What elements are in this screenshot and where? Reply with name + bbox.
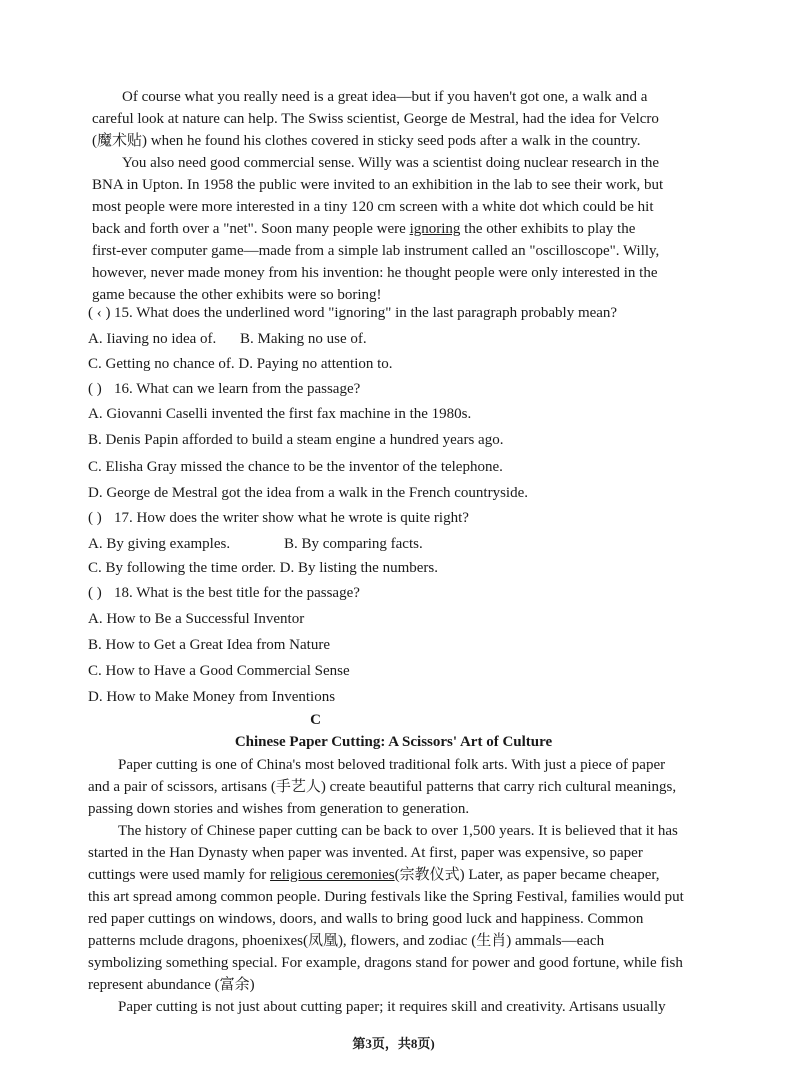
text-line [92, 218, 698, 240]
question-18-stem [88, 582, 360, 604]
section-label: C [310, 712, 321, 728]
text-line: and a pair of scissors, artisans (手艺人) create beautiful patterns that carry rich cultural meanings, [88, 779, 677, 795]
passage-title: Chinese Paper Cutting: A Scissors' Art of Culture [234, 734, 553, 750]
question-text: 17. How does the writer show what he wrote is quite right? [114, 510, 469, 526]
question-text: 15. What does the underlined word "ignoring" in the last paragraph probably mean? [114, 305, 618, 321]
answer-blank[interactable]: ( ) [88, 510, 102, 526]
text-line: most people were more interested in a tiny 120 cm screen with a white dot which could be hit [92, 199, 654, 215]
answer-blank[interactable]: ( ) [88, 585, 102, 601]
passage-b-paragraph-2 [92, 152, 698, 306]
question-15-option-b: B. Making no use of. [240, 331, 367, 347]
option-d: D. Paying no attention to. [238, 356, 393, 372]
option-c: C. Getting no chance of. [88, 356, 235, 372]
text-line: You also need good commercial sense. Willy was a scientist doing nuclear research in the [122, 155, 660, 171]
option-c: C. By following the time order. [88, 560, 276, 576]
question-17-option-b: B. By comparing facts. [284, 536, 423, 552]
text-line: started in the Han Dynasty when paper was invented. At first, paper was expensive, so paper [88, 845, 643, 861]
option-d: D. By listing the numbers. [279, 560, 438, 576]
question-17-stem [88, 507, 469, 529]
text-line: red paper cuttings on windows, doors, and walls to bring good luck and happiness. Common [88, 911, 644, 927]
question-16-option-b: B. Denis Papin afforded to build a steam engine a hundred years ago. [88, 432, 504, 448]
question-18-option-c: C. How to Have a Good Commercial Sense [88, 663, 350, 679]
text-segment: the other exhibits to play the [464, 221, 636, 237]
question-18-option-d: D. How to Make Money from Inventions [88, 689, 336, 705]
question-text: 18. What is the best title for the passage? [114, 585, 360, 601]
text-line: represent abundance (富余) [88, 977, 255, 993]
question-16-option-c: C. Elisha Gray missed the chance to be the inventor of the telephone. [88, 459, 503, 475]
underlined-phrase-religious-ceremonies: religious ceremonies [270, 867, 395, 883]
question-text: 16. What can we learn from the passage? [114, 381, 361, 397]
text-line: game because the other exhibits were so boring! [92, 287, 382, 303]
text-line: passing down stories and wishes from generation to generation. [88, 801, 470, 817]
question-16-option-a: A. Giovanni Caselli invented the first fax machine in the 1980s. [88, 406, 472, 422]
text-line: careful look at nature can help. The Swiss scientist, George de Mestral, had the idea for Velcro [92, 111, 659, 127]
text-line: this art spread among common people. During festivals like the Spring Festival, families would put [88, 889, 684, 905]
question-18-option-a: A. How to Be a Successful Inventor [88, 611, 305, 627]
passage-c-paragraph-1 [88, 754, 701, 820]
page-footer: 第3页，共8页) [352, 1036, 435, 1051]
text-line: however, never made money from his invention: he thought people were only interested in the [92, 265, 658, 281]
passage-c-paragraph-3 [88, 996, 701, 1018]
question-17-option-c [88, 557, 438, 579]
question-16-option-d: D. George de Mestral got the idea from a walk in the French countryside. [88, 485, 529, 501]
text-line [88, 864, 701, 886]
question-15-option-a: A. Iiaving no idea of. [88, 331, 217, 347]
text-line: symbolizing something special. For example, dragons stand for power and good fortune, while fish [88, 955, 683, 971]
answer-blank[interactable]: ( ‹ ) [88, 305, 111, 321]
passage-c-paragraph-2 [88, 820, 701, 996]
text-line: Of course what you really need is a great idea—but if you haven't got one, a walk and a [122, 89, 648, 105]
question-15-option-c [88, 353, 393, 375]
text-segment: cuttings were used mamly for [88, 867, 267, 883]
answer-blank[interactable]: ( ) [88, 381, 102, 397]
question-17-option-a: A. By giving examples. [88, 536, 231, 552]
question-15-stem [88, 302, 617, 324]
question-16-stem [88, 378, 360, 400]
text-segment: (宗教仪式) Later, as paper became cheaper, [394, 867, 660, 883]
text-line: first-ever computer game—made from a simple lab instrument called an "oscilloscope". Willy, [92, 243, 660, 259]
text-line: BNA in Upton. In 1958 the public were invited to an exhibition in the lab to see their work, but [92, 177, 664, 193]
text-line: (魔术贴) when he found his clothes covered in sticky seed pods after a walk in the country. [92, 133, 641, 149]
text-line: Paper cutting is not just about cutting paper; it requires skill and creativity. Artisans usually [118, 999, 666, 1015]
text-line: Paper cutting is one of China's most beloved traditional folk arts. With just a piece of paper [118, 757, 666, 773]
text-line: The history of Chinese paper cutting can be back to over 1,500 years. It is believed that it has [118, 823, 678, 839]
passage-b-paragraph-1 [92, 86, 698, 152]
text-segment: back and forth over a "net". Soon many people were [92, 221, 406, 237]
underlined-word-ignoring: ignoring [409, 221, 461, 237]
question-18-option-b: B. How to Get a Great Idea from Nature [88, 637, 330, 653]
text-line: patterns mclude dragons, phoenixes(凤凰), flowers, and zodiac (生肖) ammals—each [88, 933, 605, 949]
